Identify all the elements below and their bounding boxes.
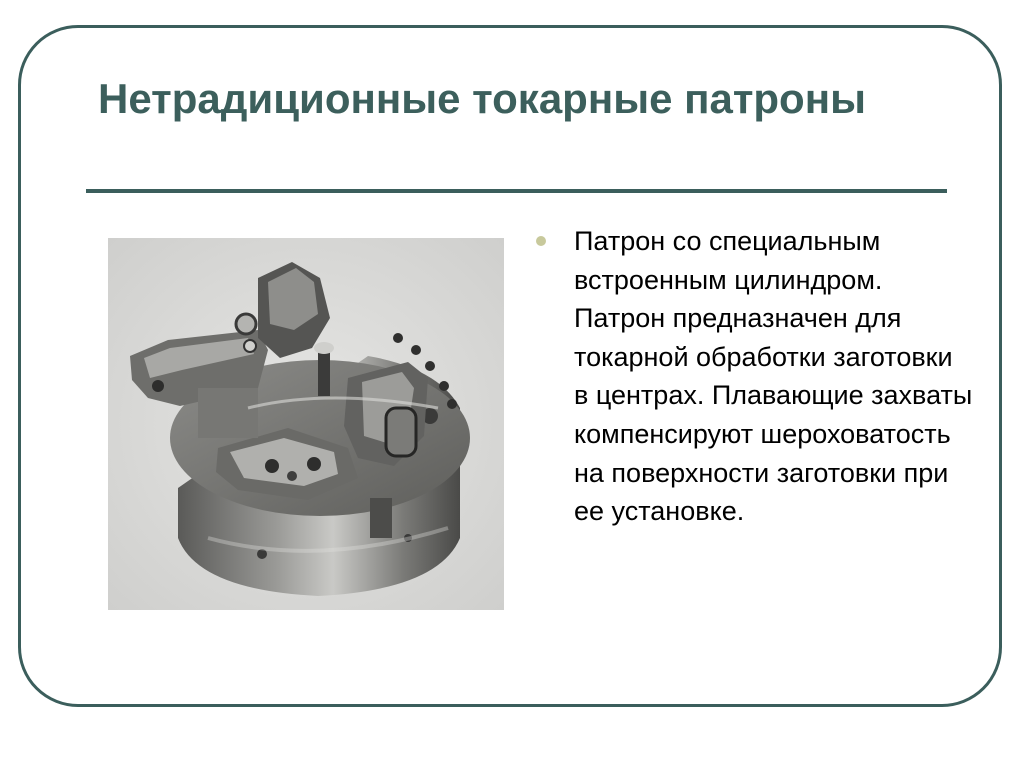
title-underline [86,189,947,193]
bullet-text: Патрон со специальным встроенным цилиндром. Патрон предназначен для токарной обработки заготовки в центрах. Плавающие захваты компенсируют шероховатость на поверхности заготовки при ее установке. [574,226,973,527]
lathe-chuck-photo [108,238,504,610]
slide-title: Нетрадиционные токарные патроны [98,75,866,122]
bullet-marker [536,236,546,246]
